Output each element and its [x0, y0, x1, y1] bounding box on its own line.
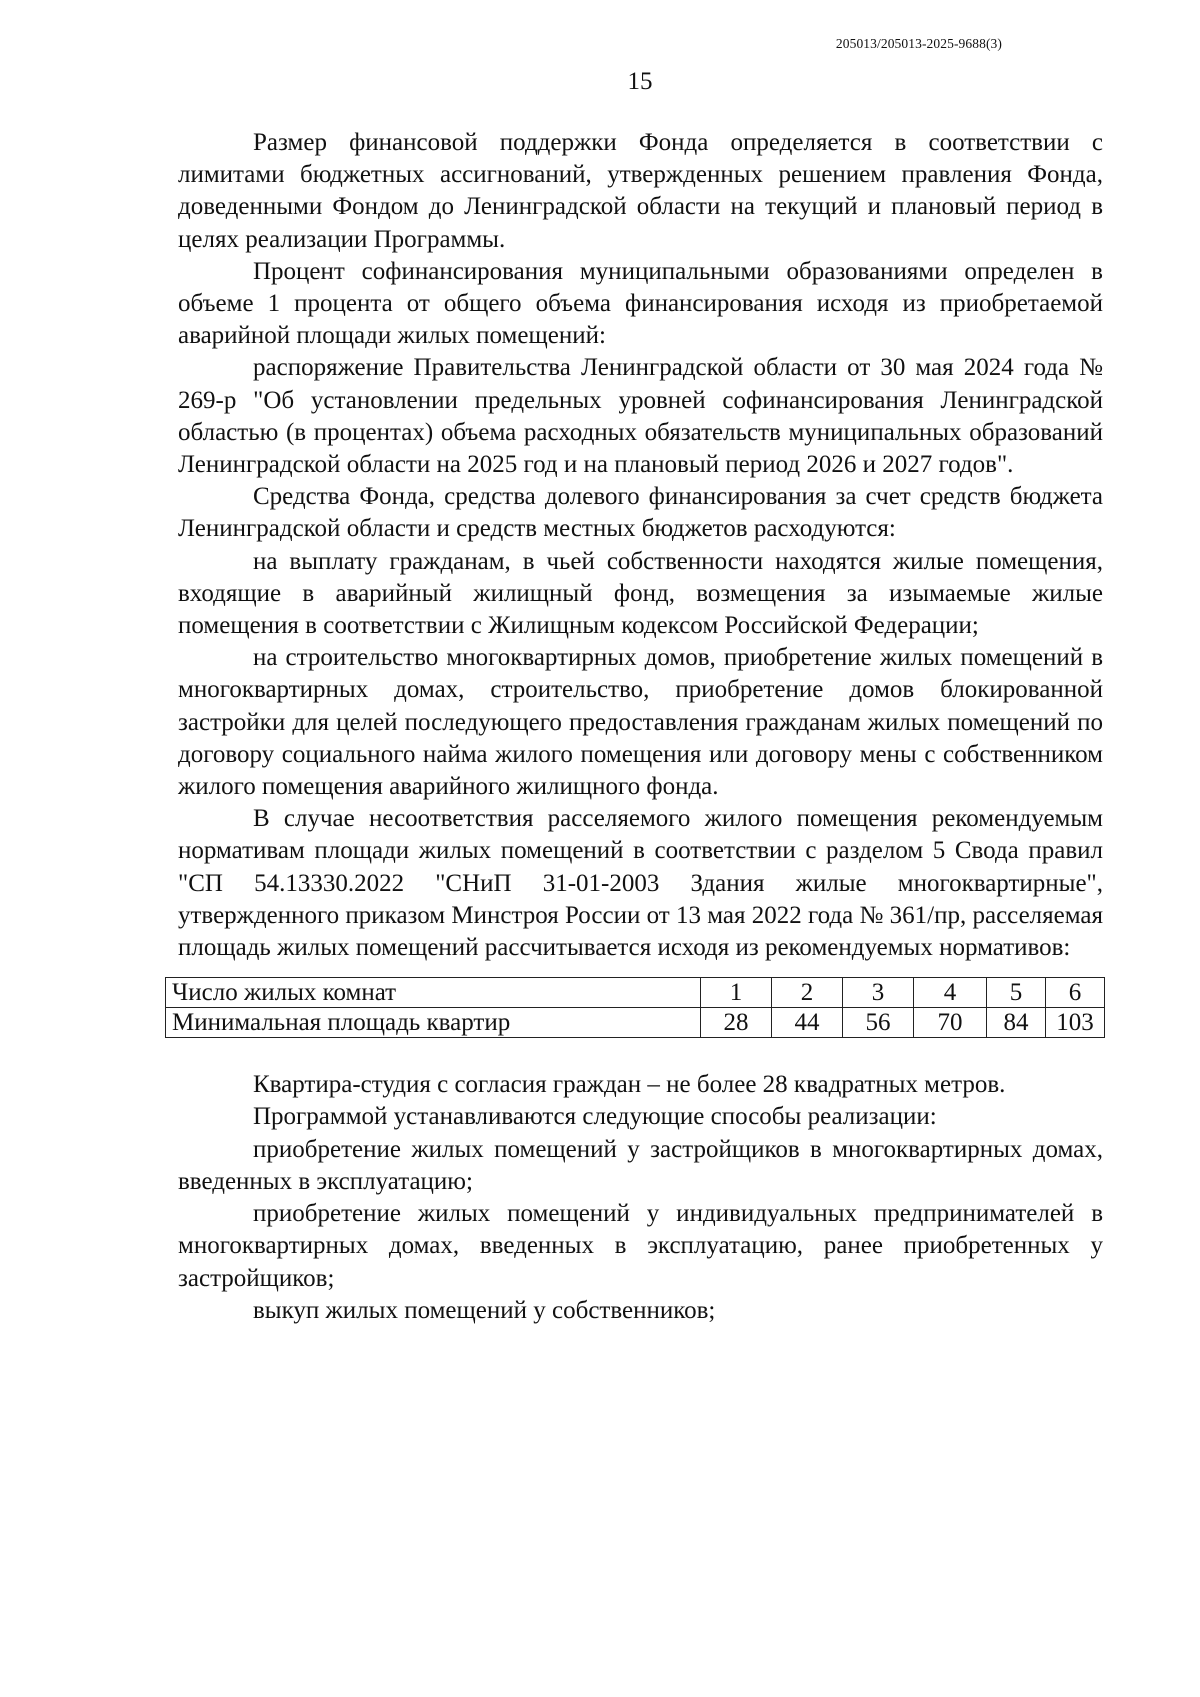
section-after-table [178, 1069, 1103, 1327]
paragraph-purchase-from-developers: приобретение жилых помещений у застройщиков в многоквартирных домах, введенных в эксплуатацию; [178, 1135, 1103, 1195]
table-cell: 5 [987, 978, 1046, 1008]
paragraph-financial-support: Размер финансовой поддержки Фонда определяется в соответствии с лимитами бюджетных ассигнований, утвержденных решением правления Фонда, доведенными Фондом до Ленинградской области на текущий и плановый период в целях реализации Программы. [178, 129, 1103, 253]
paragraph-government-order: распоряжение Правительства Ленинградской области от 30 мая 2024 года № 269-р "Об установлении предельных уровней софинансирования Ленинградской областью (в процентах) объема расходных обязательств муниципальных образований Ленинградской области на 2025 год и на плановый период 2026 и 2027 годов". [178, 354, 1103, 479]
table-row-label: Минимальная площадь квартир [166, 1008, 701, 1038]
paragraph-studio-apartment: Квартира-студия с согласия граждан – не более 28 квадратных метров. [253, 1071, 1006, 1099]
table-cell: 84 [987, 1008, 1046, 1038]
table-row-label: Число жилых комнат [166, 978, 701, 1008]
table-cell: 6 [1046, 978, 1105, 1008]
table-row [166, 1008, 1105, 1038]
table-cell: 28 [701, 1008, 772, 1038]
paragraph-fund-spending: Средства Фонда, средства долевого финансирования за счет средств бюджета Ленинградской области и средств местных бюджетов расходуются: [178, 483, 1103, 543]
area-norms-table-wrapper [165, 977, 1103, 1038]
document-body [172, 127, 1103, 1327]
table-cell: 44 [772, 1008, 843, 1038]
page-number: 15 [627, 68, 653, 95]
table-cell: 4 [914, 978, 987, 1008]
paragraph-cofinancing-percent: Процент софинансирования муниципальными образованиями определен в объеме 1 процента от общего объема финансирования исходя из приобретаемой аварийной площади жилых помещений: [178, 257, 1103, 350]
paragraph-implementation-methods: Программой устанавливаются следующие способы реализации: [253, 1103, 937, 1131]
table-cell: 3 [843, 978, 914, 1008]
table-cell: 56 [843, 1008, 914, 1038]
table-cell: 70 [914, 1008, 987, 1038]
table-cell: 103 [1046, 1008, 1105, 1038]
table-row [166, 978, 1105, 1008]
paragraph-construction: на строительство многоквартирных домов, приобретение жилых помещений в многоквартирных домах, строительство, приобретение домов блокированной застройки для целей последующего предоставления гражданам жилых помещений по договору социального найма жилого помещения или договору мены с собственником жилого помещения аварийного жилищного фонда. [178, 644, 1103, 801]
document-registration-code: 205013/205013-2025-9688(3) [835, 36, 1002, 51]
table-cell: 2 [772, 978, 843, 1008]
table-cell: 1 [701, 978, 772, 1008]
paragraph-payments-to-citizens: на выплату гражданам, в чьей собственности находятся жилые помещения, входящие в аварийный жилищный фонд, возмещения за изымаемые жилые помещения в соответствии с Жилищным кодексом Российской Федерации; [178, 547, 1103, 640]
paragraph-area-norms: В случае несоответствия расселяемого жилого помещения рекомендуемым нормативам площади жилых помещений в соответствии с разделом 5 Свода правил "СП 54.13330.2022 "СНиП 31-01-2003 Здания жилые многоквартирные", утвержденного приказом Минстроя России от 13 мая 2022 года № 361/пр, расселяемая площадь жилых помещений рассчитывается исходя из рекомендуемых нормативов: [178, 805, 1103, 962]
paragraph-purchase-from-entrepreneurs: приобретение жилых помещений у индивидуальных предпринимателей в многоквартирных домах, введенных в эксплуатацию, ранее приобретенных у застройщиков; [178, 1200, 1103, 1292]
paragraph-buyout-from-owners: выкуп жилых помещений у собственников; [253, 1296, 716, 1324]
area-norms-table [165, 977, 1105, 1038]
